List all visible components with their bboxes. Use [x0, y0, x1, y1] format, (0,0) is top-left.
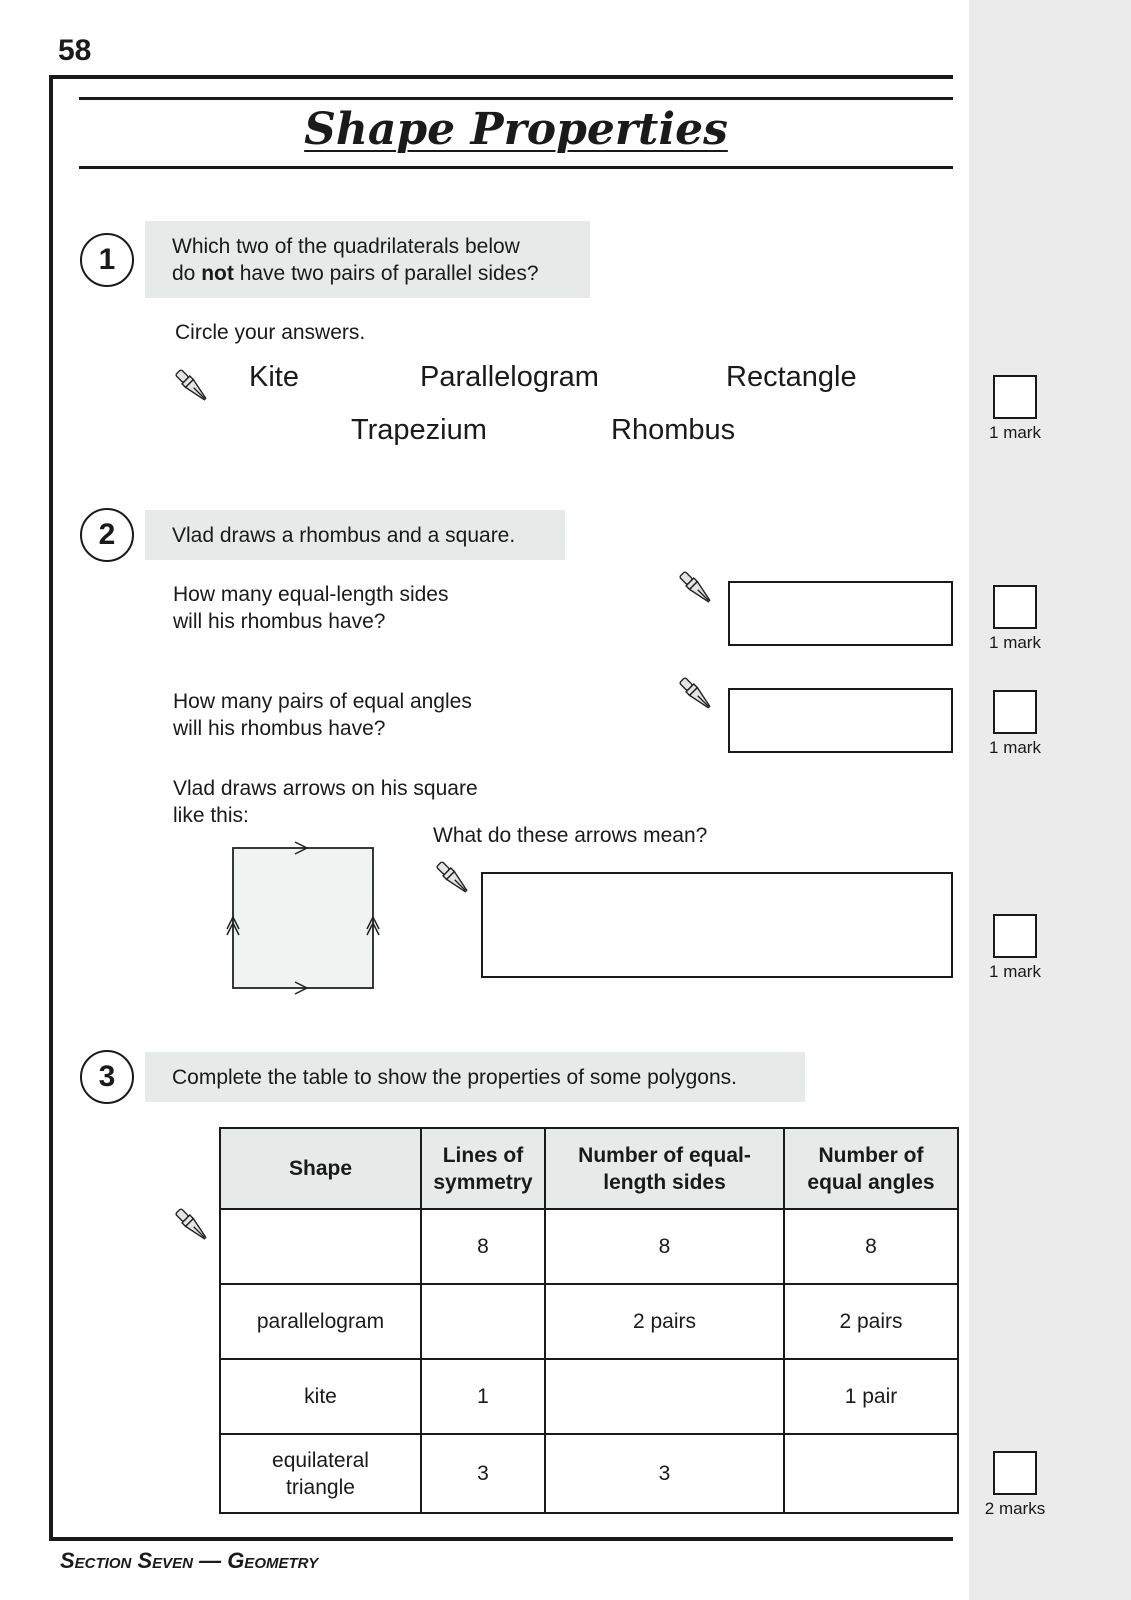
- q2-part-c-line1: Vlad draws arrows on his square: [173, 777, 478, 800]
- table-row: [220, 1209, 958, 1284]
- q2-part-b-line2: will his rhombus have?: [173, 717, 386, 740]
- table-header-row: [220, 1128, 958, 1209]
- table-cell-angles: 8: [784, 1209, 958, 1284]
- frame-top-rule: [49, 75, 953, 79]
- table-cell-symmetry: 3: [421, 1434, 545, 1513]
- table-cell-angles: 2 pairs: [784, 1284, 958, 1359]
- table-cell-shape: parallelogram: [220, 1284, 421, 1359]
- option-parallelogram[interactable]: Parallelogram: [420, 361, 599, 393]
- q2-part-a-question: [173, 581, 448, 635]
- table-cell-shape[interactable]: [220, 1209, 421, 1284]
- option-rectangle[interactable]: Rectangle: [726, 361, 857, 393]
- pen-nib-icon: [676, 674, 718, 716]
- section-footer: Section Seven — Geometry: [60, 1548, 319, 1573]
- q1-instruction: Circle your answers.: [175, 321, 366, 344]
- pen-nib-icon: [676, 568, 718, 610]
- q2-part-c-intro: [173, 775, 478, 829]
- table-cell-sides: 8: [545, 1209, 784, 1284]
- question-number-3: 3: [80, 1050, 134, 1104]
- q1-prompt-emphasis: not: [201, 262, 234, 285]
- table-row: [220, 1359, 958, 1434]
- question-1-prompt: [145, 221, 590, 298]
- shape-name-line1: equilateral: [272, 1448, 369, 1472]
- polygon-properties-table: [219, 1127, 959, 1514]
- q1-prompt-line2-start: do: [172, 262, 202, 285]
- shape-name-line2: triangle: [286, 1475, 355, 1499]
- header-equal-angles: Number of equal angles: [784, 1128, 958, 1209]
- table-cell-symmetry: 1: [421, 1359, 545, 1434]
- pen-nib-icon: [172, 1205, 214, 1247]
- header-lines-of-symmetry: Lines of symmetry: [421, 1128, 545, 1209]
- mark-label-q1: 1 mark: [989, 423, 1041, 442]
- table-cell-angles[interactable]: [784, 1434, 958, 1513]
- page-title: Shape Properties: [304, 104, 728, 155]
- table-row: [220, 1284, 958, 1359]
- table-cell-sides: 2 pairs: [545, 1284, 784, 1359]
- header-shape: Shape: [220, 1128, 421, 1209]
- question-2-prompt: Vlad draws a rhombus and a square.: [145, 510, 565, 560]
- q2-part-c-line2: like this:: [173, 804, 249, 827]
- square-shape: [233, 848, 373, 988]
- pen-nib-icon: [172, 366, 214, 408]
- mark-label-q2c: 1 mark: [989, 962, 1041, 981]
- header-equal-length-sides: Number of equal-length sides: [545, 1128, 784, 1209]
- page-number: 58: [58, 34, 92, 67]
- marking-margin: [969, 0, 1131, 1600]
- mark-box-q2c: [993, 914, 1037, 958]
- mark-box-q2a: [993, 585, 1037, 629]
- title-bottom-rule: [79, 166, 953, 169]
- q2-part-b-line1: How many pairs of equal angles: [173, 690, 472, 713]
- q2-part-c-answer-box[interactable]: [481, 872, 953, 978]
- frame-left-rule: [49, 75, 53, 1539]
- table-cell-angles: 1 pair: [784, 1359, 958, 1434]
- table-cell-sides: 3: [545, 1434, 784, 1513]
- frame-bottom-rule: [49, 1537, 953, 1541]
- q1-prompt-line2-end: have two pairs of parallel sides?: [233, 262, 539, 285]
- mark-label-q3: 2 marks: [984, 1499, 1046, 1518]
- mark-box-q3: [993, 1451, 1037, 1495]
- question-number-1: 1: [80, 233, 134, 287]
- option-rhombus[interactable]: Rhombus: [611, 414, 736, 446]
- question-3-prompt: Complete the table to show the properties of some polygons.: [145, 1052, 805, 1102]
- option-trapezium[interactable]: Trapezium: [351, 414, 487, 446]
- question-number-2: 2: [80, 508, 134, 562]
- pen-nib-icon: [433, 858, 475, 900]
- q2-part-a-line2: will his rhombus have?: [173, 610, 386, 633]
- table-row: [220, 1434, 958, 1513]
- table-cell-shape: kite: [220, 1359, 421, 1434]
- mark-label-q2a: 1 mark: [989, 633, 1041, 652]
- mark-box-q1: [993, 375, 1037, 419]
- square-with-arrows-diagram: [218, 836, 382, 1000]
- q2-part-b-answer-box[interactable]: [728, 688, 953, 753]
- table-cell-shape: [220, 1434, 421, 1513]
- q2-part-c-question: What do these arrows mean?: [433, 824, 708, 847]
- table-cell-symmetry: 8: [421, 1209, 545, 1284]
- table-cell-symmetry[interactable]: [421, 1284, 545, 1359]
- q2-part-a-answer-box[interactable]: [728, 581, 953, 646]
- title-top-rule: [79, 97, 953, 100]
- q1-prompt-line1: Which two of the quadrilaterals below: [172, 235, 520, 258]
- option-kite[interactable]: Kite: [249, 361, 299, 393]
- q2-part-b-question: [173, 688, 472, 742]
- table-cell-sides[interactable]: [545, 1359, 784, 1434]
- mark-label-q2b: 1 mark: [989, 738, 1041, 757]
- mark-box-q2b: [993, 690, 1037, 734]
- q2-part-a-line1: How many equal-length sides: [173, 583, 449, 606]
